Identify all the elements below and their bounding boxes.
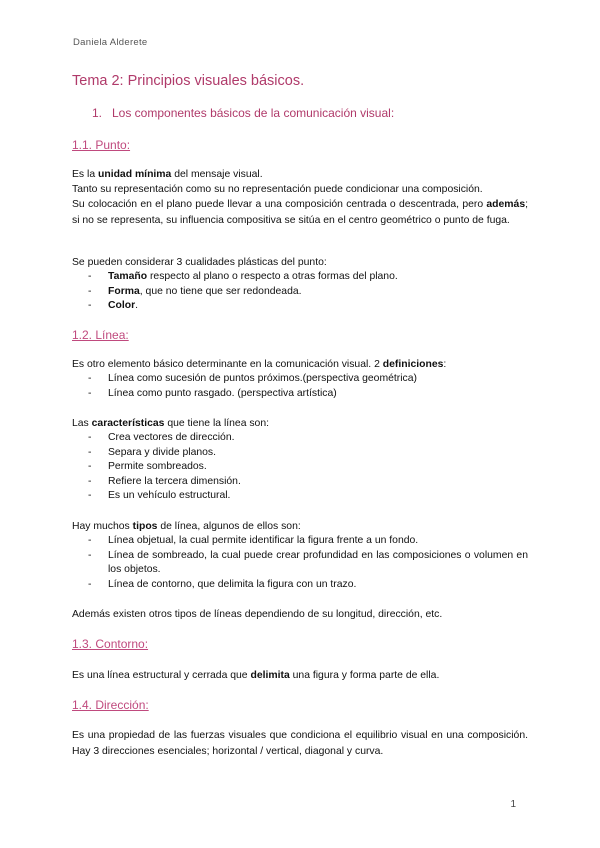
- numbered-heading-text: Los componentes básicos de la comunicación visual:: [112, 106, 395, 120]
- section-heading-contorno: 1.3. Contorno:: [72, 637, 149, 651]
- text-run: Es la: [72, 169, 98, 180]
- punto-qualities-list: [88, 270, 528, 314]
- list-item: [88, 270, 528, 285]
- text-run: del mensaje visual.: [171, 169, 263, 180]
- punto-paragraph-1: [72, 167, 528, 183]
- numbered-heading: [92, 106, 394, 120]
- text-run: Línea objetual, la cual permite identificar la figura frente a un fondo.: [108, 535, 419, 546]
- punto-paragraph-2: Tanto su representación como su no representación puede condicionar una composición.: [72, 184, 483, 195]
- section-heading-punto: 1.1. Punto:: [72, 138, 131, 152]
- text-run: Es una línea estructural y cerrada que: [72, 670, 251, 681]
- list-item: [88, 387, 528, 402]
- bold-run: unidad mínima: [98, 169, 172, 180]
- text-run: Línea como sucesión de puntos próximos.(perspectiva geométrica): [108, 373, 417, 384]
- text-run: que tiene la línea son:: [164, 418, 269, 429]
- bold-run: delimita: [250, 670, 290, 681]
- dash-bullet: -: [88, 535, 92, 546]
- text-run: Línea como punto rasgado. (perspectiva artística): [108, 387, 337, 399]
- linea-paragraph-4: Además existen otros tipos de líneas dependiendo de su longitud, dirección, etc.: [72, 609, 443, 620]
- linea-characteristics-list: [88, 431, 528, 504]
- text-run: ; si no se representa, su influencia compositiva se sitúa en el centro geométrico o punto de fuga.: [72, 199, 528, 226]
- linea-definitions-list: [88, 372, 528, 401]
- text-run: Es otro elemento básico determinante en la comunicación visual. 2: [72, 359, 383, 370]
- text-run: una figura y forma parte de ella.: [289, 670, 440, 681]
- text-run: Permite sombreados.: [108, 461, 207, 472]
- dash-bullet: -: [88, 475, 92, 487]
- list-item: [88, 534, 528, 549]
- dash-bullet: -: [88, 578, 92, 590]
- linea-paragraph-2: [72, 416, 528, 432]
- list-item: [88, 299, 528, 314]
- numbered-heading-number: 1.: [92, 106, 103, 120]
- bold-run: definiciones: [382, 359, 444, 370]
- section-heading-direccion: 1.4. Dirección:: [72, 698, 149, 712]
- list-item: [88, 549, 528, 578]
- dash-bullet: -: [88, 387, 92, 399]
- bold-run: características: [91, 418, 165, 429]
- text-run: :: [443, 359, 447, 370]
- text-run: .: [135, 300, 139, 311]
- bold-run: además: [486, 199, 526, 210]
- text-run: Es un vehículo estructural.: [108, 490, 231, 501]
- bold-run: Color: [108, 300, 136, 311]
- page-title: Tema 2: Principios visuales básicos.: [72, 73, 305, 89]
- dash-bullet: -: [88, 285, 92, 297]
- dash-bullet: -: [88, 373, 92, 384]
- text-run: Crea vectores de dirección.: [108, 432, 235, 443]
- list-item: [88, 431, 528, 446]
- page-number: 1: [510, 799, 516, 810]
- list-item: [88, 285, 528, 300]
- section-heading-linea: 1.2. Línea:: [72, 328, 129, 342]
- text-run: Línea de sombreado, la cual puede crear profundidad en las composiciones o volumen en los objetos.: [108, 549, 528, 575]
- list-item: [88, 475, 528, 490]
- dash-bullet: -: [88, 446, 92, 458]
- text-run: Hay muchos: [72, 521, 133, 532]
- text-run: Separa y divide planos.: [108, 446, 217, 458]
- text-run: respecto al plano o respecto a otras formas del plano.: [147, 271, 398, 282]
- dash-bullet: -: [88, 461, 92, 472]
- bold-run: Tamaño: [108, 271, 148, 282]
- contorno-paragraph-1: [72, 668, 528, 684]
- dash-bullet: -: [88, 432, 92, 443]
- text-run: , que no tiene que ser redondeada.: [139, 285, 302, 297]
- direccion-paragraph-1: Es una propiedad de las fuerzas visuales que condiciona el equilibrio visual en una composición. Hay 3 direcciones esenciales; horizontal / vertical, diagonal y curva.: [72, 730, 528, 757]
- text-run: de línea, algunos de ellos son:: [157, 521, 301, 532]
- text-run: Línea de contorno, que delimita la figura con un trazo.: [108, 578, 357, 590]
- text-run: Las: [72, 418, 92, 429]
- punto-paragraph-3: [72, 197, 528, 228]
- dash-bullet: -: [88, 490, 92, 501]
- bold-run: tipos: [132, 521, 158, 532]
- list-item: [88, 372, 528, 387]
- text-run: Su colocación en el plano puede llevar a una composición centrada o descentrada, pero: [72, 199, 487, 210]
- list-item: [88, 578, 528, 593]
- dash-bullet: -: [88, 300, 92, 311]
- text-run: Refiere la tercera dimensión.: [108, 475, 241, 487]
- dash-bullet: -: [88, 549, 92, 561]
- punto-paragraph-4: Se pueden considerar 3 cualidades plásticas del punto:: [72, 257, 327, 268]
- linea-paragraph-3: [72, 519, 528, 535]
- list-item: [88, 460, 528, 475]
- header-author: Daniela Alderete: [73, 37, 148, 48]
- linea-paragraph-1: [72, 357, 528, 373]
- linea-types-list: [88, 534, 528, 592]
- list-item: [88, 446, 528, 461]
- list-item: [88, 489, 528, 504]
- bold-run: Forma: [108, 285, 140, 297]
- dash-bullet: -: [88, 271, 92, 282]
